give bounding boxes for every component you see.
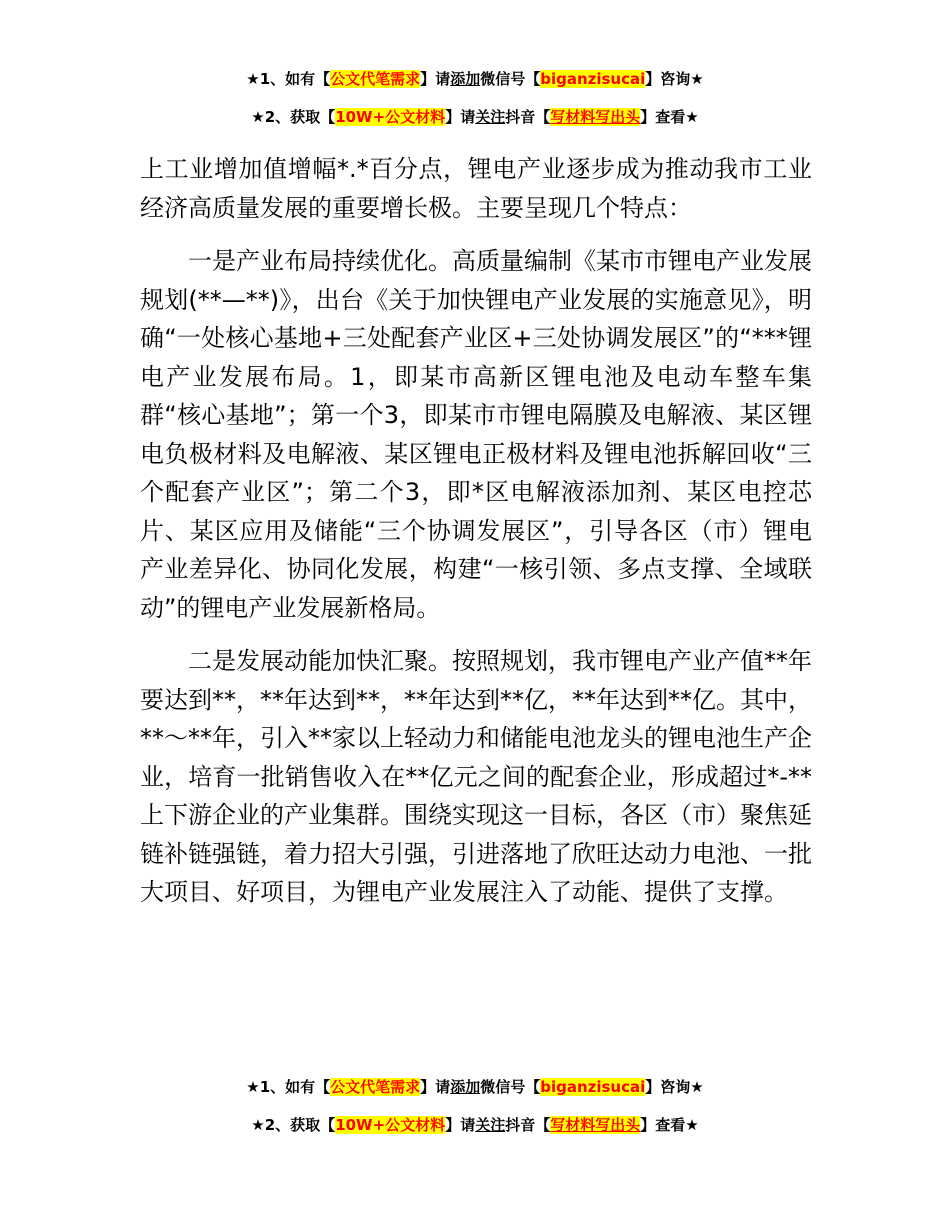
banner-text: 】请	[420, 70, 451, 88]
underlined-text: 关注	[475, 108, 506, 126]
highlight-text: 公文代笔需求	[330, 70, 421, 88]
header-banner-1	[0, 68, 950, 90]
douyin-account: 写材料写出头	[550, 1116, 641, 1134]
paragraph-continuation: 上工业增加值增幅*.*百分点，锂电产业逐步成为推动我市工业经济高质量发展的重要增长极。主要呈现几个特点：	[140, 155, 812, 222]
banner-text: 抖音【	[505, 108, 551, 126]
banner-text: 】请	[445, 108, 476, 126]
banner-text: 】查看★	[640, 1116, 699, 1134]
banner-text: 微信号【	[480, 70, 541, 88]
banner-text: 抖音【	[505, 1116, 551, 1134]
banner-text: 】请	[420, 1078, 451, 1096]
footer-banner-1	[0, 1076, 950, 1098]
banner-text: ★2、获取【	[251, 108, 336, 126]
banner-text: ★1、如有【	[246, 70, 331, 88]
banner-text: ★2、获取【	[251, 1116, 336, 1134]
underlined-text: 添加	[450, 70, 481, 88]
banner-text: ★1、如有【	[246, 1078, 331, 1096]
highlight-text: 10W+公文材料	[335, 1116, 446, 1134]
banner-text: 】请	[445, 1116, 476, 1134]
underlined-text: 关注	[475, 1116, 506, 1134]
banner-text: 微信号【	[480, 1078, 541, 1096]
douyin-account: 写材料写出头	[550, 108, 641, 126]
highlight-text: 公文代笔需求	[330, 1078, 421, 1096]
document-body	[140, 150, 812, 912]
wechat-id: biganzisucai	[540, 1078, 646, 1096]
wechat-id: biganzisucai	[540, 70, 646, 88]
highlight-text: 10W+公文材料	[335, 108, 446, 126]
banner-text: 】咨询★	[645, 70, 704, 88]
banner-text: 】查看★	[640, 108, 699, 126]
footer-banner-2	[0, 1114, 950, 1136]
header-banner-2	[0, 106, 950, 128]
underlined-text: 添加	[450, 1078, 481, 1096]
banner-text: 】咨询★	[645, 1078, 704, 1096]
paragraph-industry-layout: 一是产业布局持续优化。高质量编制《某市市锂电产业发展规划(**—**)》，出台《关于加快锂电产业发展的实施意见》，明确“一处核心基地+三处配套产业区+三处协调发展区”的“***锂电产业发展布局。1，即某市高新区锂电池及电动车整车集群“核心基地”；第一个3，即某市市锂电隔膜及电解液、某区锂电负极材料及电解液、某区锂电正极材料及锂电池拆解回收“三个配套产业区”；第二个3，即*区电解液添加剂、某区电控芯片、某区应用及储能“三个协调发展区”，引导各区（市）锂电产业差异化、协同化发展，构建“一核引领、多点支撑、全域联动”的锂电产业发展新格局。	[140, 247, 812, 622]
paragraph-development-momentum: 二是发展动能加快汇聚。按照规划，我市锂电产业产值**年要达到**，**年达到**，**年达到**亿，**年达到**亿。其中，**～**年，引入**家以上轻动力和储能电池龙头的锂电池生产企业，培育一批销售收入在**亿元之间的配套企业，形成超过*-**上下游企业的产业集群。围绕实现这一目标，各区（市）聚焦延链补链强链，着力招大引强，引进落地了欣旺达动力电池、一批大项目、好项目，为锂电产业发展注入了动能、提供了支撑。	[140, 647, 812, 906]
